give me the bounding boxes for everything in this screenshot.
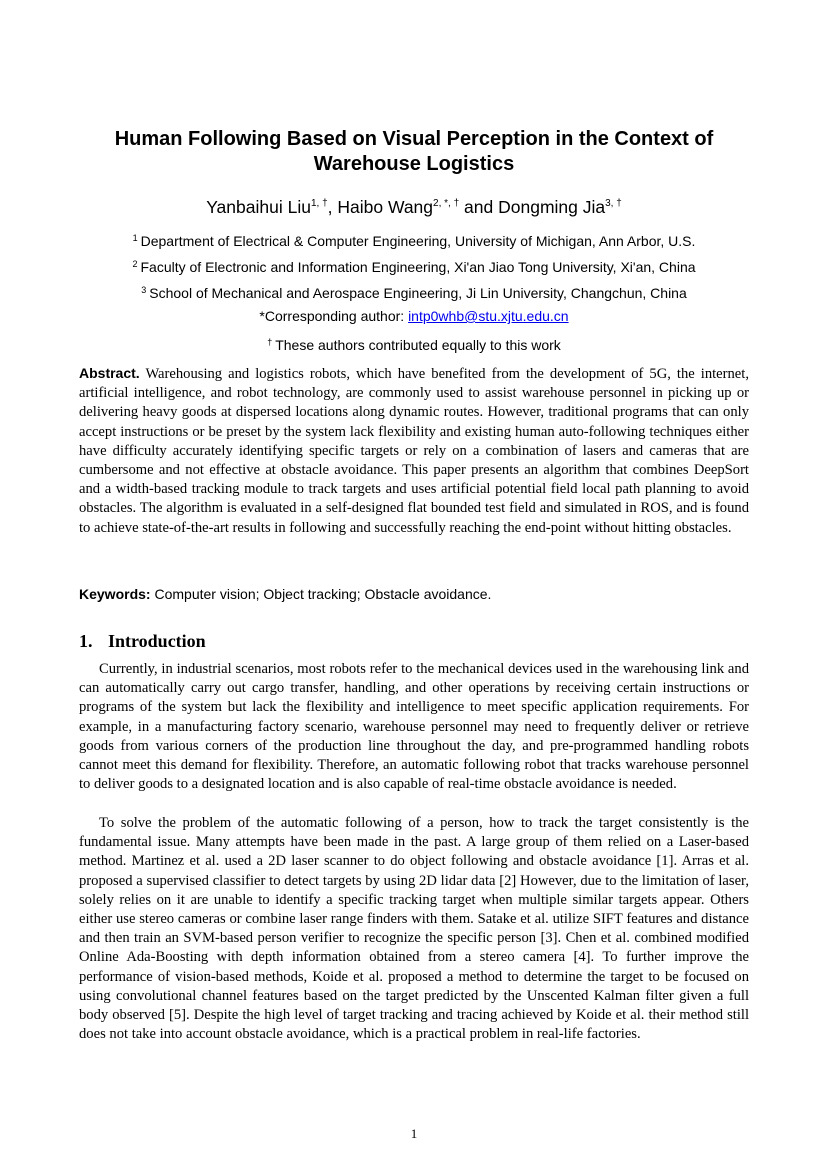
affiliation-mark: 3 (141, 285, 147, 295)
affiliation-text: School of Mechanical and Aerospace Engineering, Ji Lin University, Changchun, China (149, 285, 687, 301)
author-separator: , (327, 197, 338, 217)
abstract-text: Warehousing and logistics robots, which have benefited from the development of 5G, the internet, artificial intelligence, and robot technology, are commonly used to assist warehouse personnel in picking up or delivering heavy goods at dispersed locations along dynamic routes. However, traditional programs that can only accept instructions or be preset by the system lack flexibility and existing human auto-following techniques either have difficulty accurately identifying specific targets or rely on a combination of lasers and cameras that are cumbersome and not effective at obstacle avoidance. This paper presents an algorithm that combines DeepSort and a width-based tracking module to track targets and uses artificial potential field local path planning to avoid obstacles. The algorithm is evaluated in a self-designed flat bounded test field and simulated in ROS, and is found to achieve state-of-the-art results in following and successfully reaching the end-point without hitting obstacles. (79, 366, 749, 536)
affiliation-1 (60, 229, 768, 250)
equal-contribution-note (60, 333, 768, 354)
section-heading (79, 629, 749, 653)
affiliation-2 (60, 255, 768, 276)
author-superscript: 2, *, † (433, 198, 460, 209)
corresponding-email-link[interactable]: intp0whb@stu.xjtu.edu.cn (408, 308, 569, 324)
dagger-mark: † (267, 337, 273, 347)
author-superscript: 3, † (605, 198, 622, 209)
author-superscript: 1, † (310, 198, 328, 209)
page-number: 1 (410, 1126, 418, 1141)
section-title: Introduction (108, 631, 206, 651)
author-name: Yanbaihui Liu (206, 197, 311, 217)
keywords-text: Computer vision; Object tracking; Obstacle avoidance. (154, 586, 492, 602)
corresponding-label: *Corresponding author: (259, 308, 409, 324)
keywords (79, 585, 749, 604)
corresponding-author (60, 307, 768, 325)
section-number: 1. (79, 631, 93, 651)
affiliation-text: Department of Electrical & Computer Engineering, University of Michigan, Ann Arbor, U.S. (140, 233, 696, 249)
abstract (79, 364, 749, 538)
abstract-label: Abstract. (79, 365, 140, 381)
intro-paragraph-2: To solve the problem of the automatic following of a person, how to track the target consistently is the fundamental issue. Many attempts have been made in the past. A large group of them relied on a Laser-based method. Martinez et al. used a 2D laser scanner to do object following and obstacle avoidance [1]. Arras et al. proposed a supervised classifier to detect targets by using 2D lidar data [2] However, due to the limitation of laser, solely relies on it are unable to identify a specific tracking target when multiple similar targets appear. Others either use stereo cameras or combine laser range finders with them. Satake et al. utilize SIFT features and distance and then train an SVM-based person verifier to recognize the specific person [3]. Chen et al. combined modified Online Ada-Boosting with depth information obtained from a stereo camera [4]. To further improve the performance of vision-based methods, Koide et al. proposed a method to determine the target to be focused on using convolutional channel features based on the target predicted by the Unscented Kalman filter given a full body observed [5]. Despite the high level of target tracking and tracing achieved by Koide et al. their method still does not take into account obstacle avoidance, which is a practical problem in real-life factories. (79, 815, 749, 1043)
affiliation-mark: 1 (132, 233, 138, 243)
author-separator: and (459, 197, 499, 217)
author-name: Dongming Jia (498, 197, 606, 217)
affiliation-mark: 2 (132, 259, 138, 269)
equal-contribution-text: These authors contributed equally to this work (275, 337, 561, 353)
paper-title: Human Following Based on Visual Perception in the Context of Warehouse Logistics (114, 128, 714, 175)
keywords-label: Keywords: (79, 586, 151, 602)
affiliation-3 (60, 281, 768, 302)
author-list (60, 192, 768, 219)
author-name: Haibo Wang (337, 197, 434, 217)
affiliation-text: Faculty of Electronic and Information Engineering, Xi'an Jiao Tong University, Xi'an, China (140, 259, 696, 275)
intro-paragraph-1: Currently, in industrial scenarios, most robots refer to the mechanical devices used in the warehousing link and can automatically carry out cargo transfer, handling, and other operations by receiving certain instructions or programs of the system but lack the flexibility and intelligence to meet specific application requirements. For example, in a manufacturing factory scenario, warehouse personnel may need to frequently deliver or retrieve goods from various corners of the production line throughout the day, and pre-programmed handling robots cannot meet this demand for flexibility. Therefore, an automatic following robot that tracks warehouse personnel to deliver goods to a designated location and is also capable of real-time obstacle avoidance is needed. (79, 661, 749, 793)
